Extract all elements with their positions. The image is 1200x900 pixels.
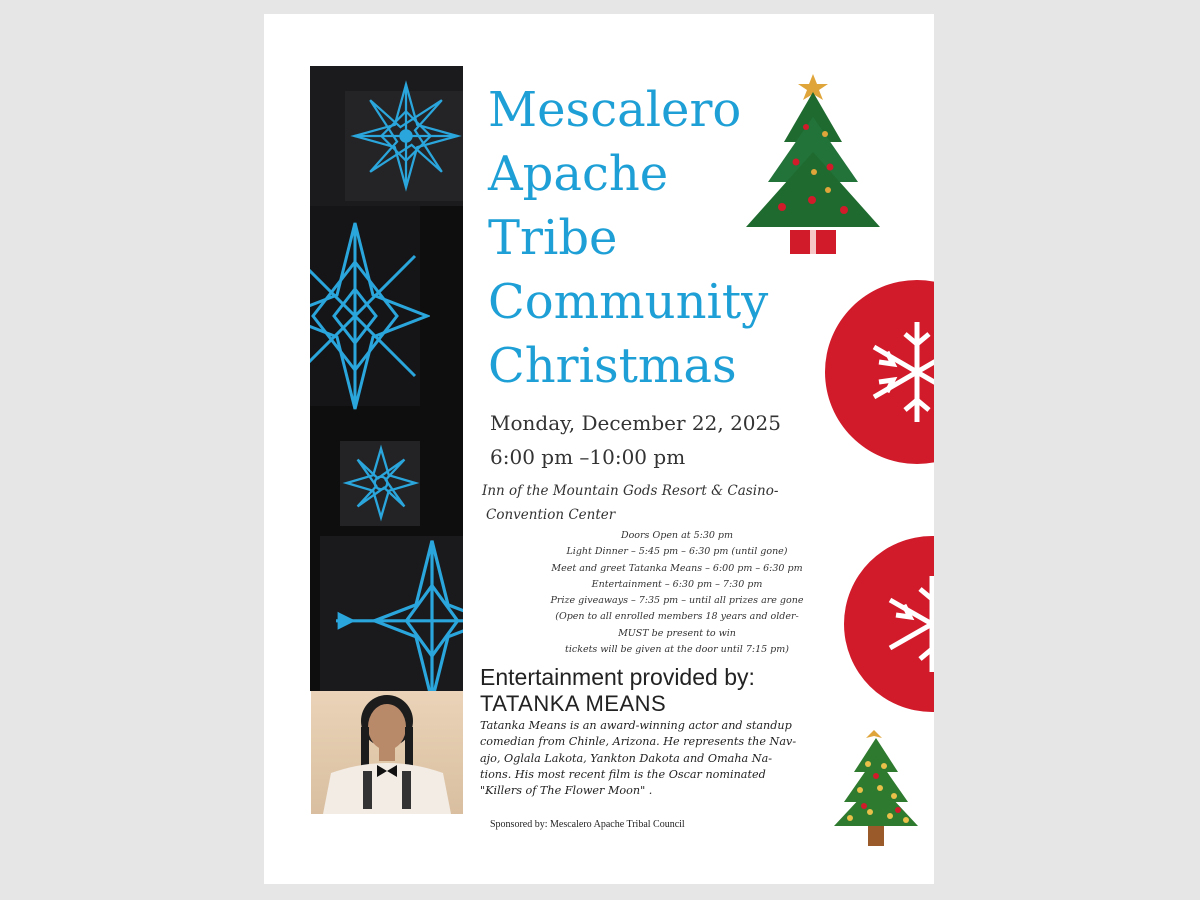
schedule-line: Doors Open at 5:30 pm [620, 530, 734, 541]
schedule-line: Prize giveaways – 7:35 pm – until all prizes are gone [550, 595, 804, 607]
star-quilt-icon [310, 216, 430, 416]
bio-line: Tatanka Means is an award-winning actor and standup [480, 719, 792, 732]
star-quilt-strip [310, 66, 463, 691]
entertainment-heading: Entertainment provided by: [480, 664, 755, 690]
event-venue [482, 479, 778, 527]
star-quilt-icon [342, 444, 420, 522]
event-title [488, 78, 768, 398]
event-schedule [522, 528, 832, 658]
sponsor-line: Sponsored by: Mescalero Apache Tribal Council [490, 819, 685, 830]
bio-line: "Killers of The Flower Moon" . [480, 784, 653, 798]
schedule-line: Entertainment – 6:30 pm – 7:30 pm [591, 578, 763, 590]
schedule-line: (Open to all enrolled members 18 years and older- [555, 611, 799, 623]
star-quilt-icon [350, 80, 462, 192]
event-flyer [264, 14, 934, 884]
schedule-line: MUST be present to win [618, 627, 736, 639]
title-line: Community [488, 274, 769, 330]
venue-line: Convention Center [486, 507, 616, 523]
performer-name: TATANKA MEANS [480, 691, 667, 716]
performer-bio [480, 718, 860, 799]
bio-line: ajo, Oglala Lakota, Yankton Dakota and Omaha Na- [480, 751, 773, 765]
venue-line: Inn of the Mountain Gods Resort & Casino- [482, 483, 779, 499]
bio-line: comedian from Chinle, Arizona. He represents the Nav- [480, 735, 797, 749]
snowflake-ornament-icon [817, 272, 934, 472]
title-line: Tribe [488, 210, 618, 266]
event-time: 6:00 pm –10:00 pm [490, 445, 686, 469]
performer-photo [311, 691, 463, 814]
schedule-line: tickets will be given at the door until 7:15 pm) [565, 644, 789, 656]
schedule-line: Light Dinner – 5:45 pm – 6:30 pm (until gone) [566, 546, 788, 558]
title-line: Christmas [488, 338, 737, 394]
christmas-tree-icon [730, 72, 896, 262]
schedule-line: Meet and greet Tatanka Means – 6:00 pm – 6:30 pm [551, 562, 803, 574]
event-date: Monday, December 22, 2025 [490, 411, 781, 435]
bio-line: tions. His most recent film is the Oscar nominated [480, 767, 766, 781]
title-line: Mescalero [488, 82, 742, 138]
star-quilt-icon [320, 531, 463, 691]
snowflake-ornament-icon [840, 531, 934, 717]
title-line: Apache [488, 146, 669, 202]
